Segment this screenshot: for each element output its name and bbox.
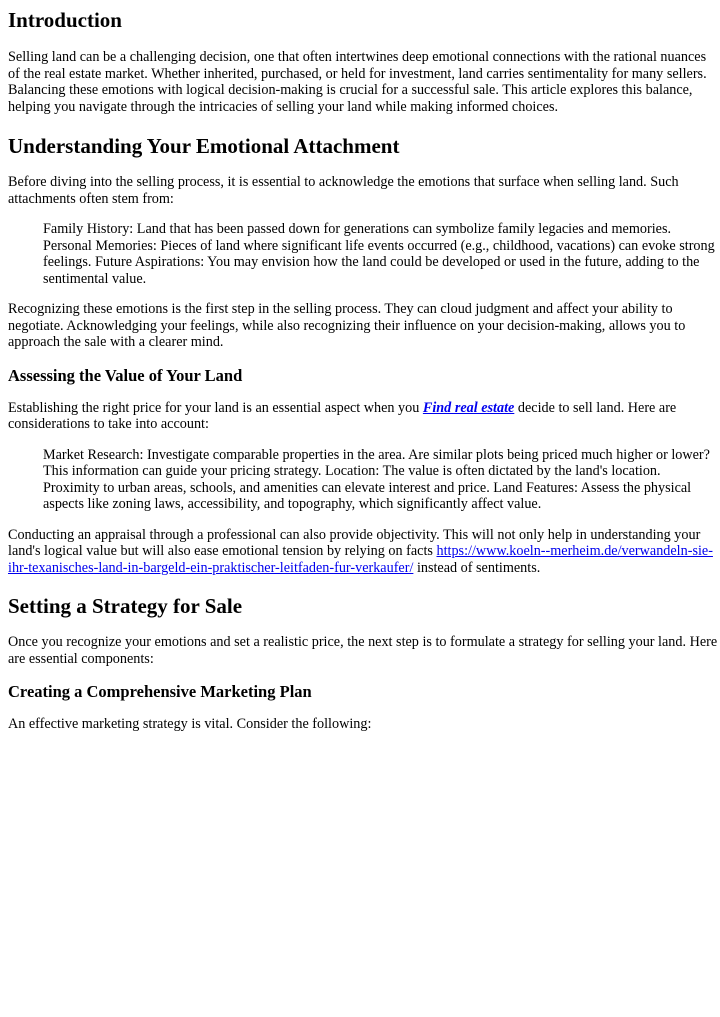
koeln-merheim-link[interactable]: https://www.koeln--merheim.de/verwandeln-sie-ihr-texanisches-land-in-bargeld-ein-praktischer-leitfaden-fur-verkaufer/ xyxy=(8,543,713,576)
emotional-paragraph: Before diving into the selling process, it is essential to acknowledge the emotions that surface when selling land. Such attachments often stem from: xyxy=(8,174,679,207)
marketing-heading: Creating a Comprehensive Marketing Plan xyxy=(8,682,312,701)
assessing-text-before: Establishing the right price for your land is an essential aspect when you xyxy=(8,399,423,416)
appraisal-text-after: instead of sentiments. xyxy=(413,559,541,576)
emotional-heading: Understanding Your Emotional Attachment xyxy=(8,134,400,158)
emotional-closing: Recognizing these emotions is the first step in the selling process. They can cloud judgment and affect your ability to negotiate. Acknowledging your feelings, while also recognizing their influence on your decision-making, allows you to approach the sale with a clearer mind. xyxy=(8,301,686,350)
appraisal-paragraph xyxy=(8,527,720,577)
assessing-paragraph xyxy=(8,400,720,433)
intro-heading: Introduction xyxy=(8,8,122,32)
strategy-heading: Setting a Strategy for Sale xyxy=(8,594,243,618)
emotional-quote: Family History: Land that has been passed down for generations can symbolize family legacies and memories. Personal Memories: Pieces of land where significant life events occurred (e.g., childhood, vacations) can evoke strong feelings. Future Aspirations: You may envision how the land could be developed or used in the future, adding to the sentimental value. xyxy=(43,221,715,287)
assessing-text-after: decide to sell land. Here are considerations to take into account: xyxy=(8,399,677,432)
marketing-paragraph: An effective marketing strategy is vital. Consider the following: xyxy=(8,716,372,732)
intro-paragraph: Selling land can be a challenging decision, one that often intertwines deep emotional connections with the rational nuances of the real estate market. Whether inherited, purchased, or held for investment, land carries sentimentality for many sellers. Balancing these emotions with logical decision-making is crucial for a successful sale. This article explores this balance, helping you navigate through the intricacies of selling your land while making informed choices. xyxy=(8,49,707,115)
appraisal-text-before: Conducting an appraisal through a professional can also provide objectivity. This will not only help in understanding your land's logical value but will also ease emotional tension by relying on facts xyxy=(8,526,701,559)
find-real-estate-link[interactable]: Find real estate xyxy=(422,399,515,416)
strategy-paragraph: Once you recognize your emotions and set a realistic price, the next step is to formulate a strategy for selling your land. Here are essential components: xyxy=(8,634,718,667)
assessing-quote: Market Research: Investigate comparable properties in the area. Are similar plots being priced much higher or lower? This information can guide your pricing strategy. Location: The value is often dictated by the land's location. Proximity to urban areas, schools, and amenities can elevate interest and price. Land Features: Assess the physical aspects like zoning laws, accessibility, and topography, which significantly affect value. xyxy=(43,446,710,512)
assessing-heading: Assessing the Value of Your Land xyxy=(8,365,243,385)
